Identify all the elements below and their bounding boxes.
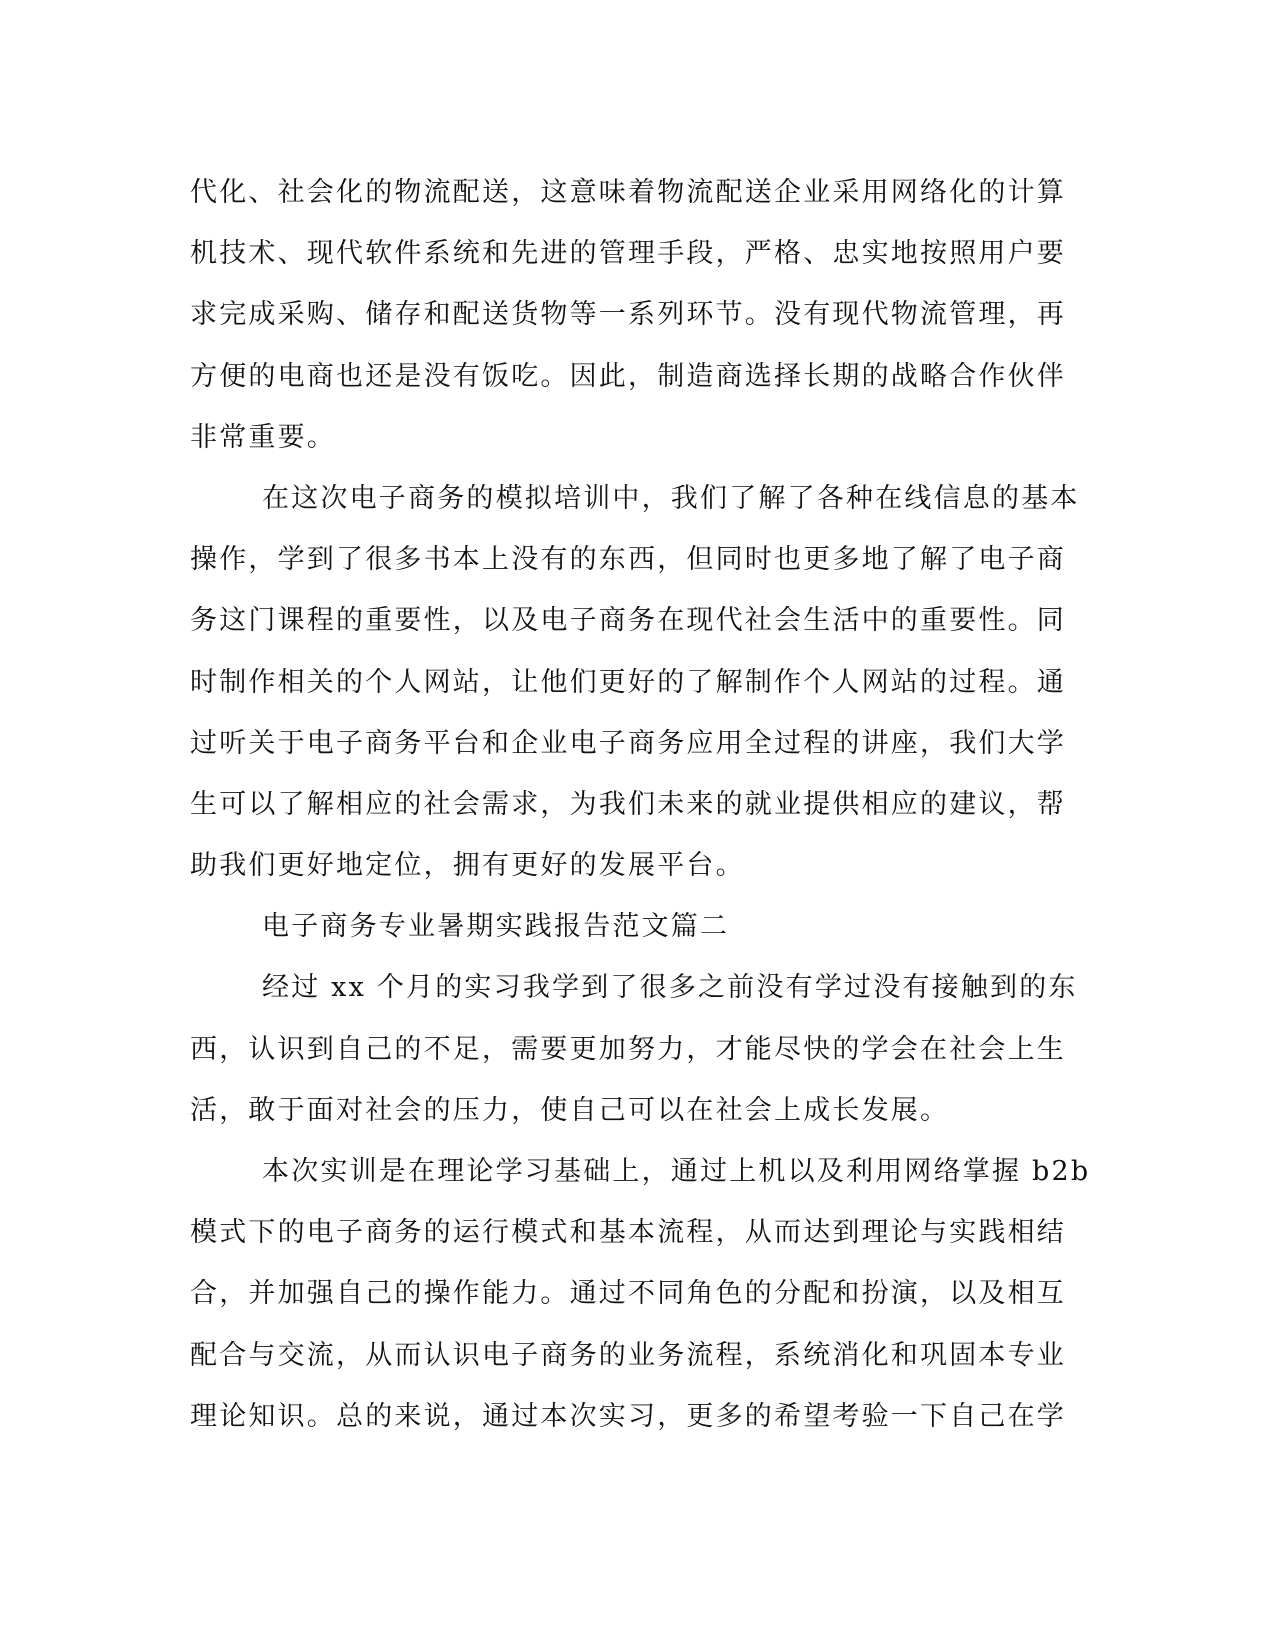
text-line: 代化、社会化的物流配送，这意味着物流配送企业采用网络化的计算 [190, 177, 1066, 208]
text-line: 时制作相关的个人网站，让他们更好的了解制作个人网站的过程。通 [190, 666, 1066, 698]
text-line: 活，敢于面对社会的压力，使自己可以在社会上成长发展。 [190, 1094, 950, 1126]
section-heading: 电子商务专业暑期实践报告范文篇二 [262, 911, 730, 943]
text-line: 求完成采购、储存和配送货物等一系列环节。没有现代物流管理，再 [190, 299, 1066, 331]
text-line: 合，并加强自己的操作能力。通过不同角色的分配和扮演，以及相互 [190, 1278, 1066, 1310]
text-line: 方便的电商也还是没有饭吃。因此，制造商选择长期的战略合作伙伴 [190, 360, 1066, 392]
text-line: 务这门课程的重要性，以及电子商务在现代社会生活中的重要性。同 [190, 605, 1066, 637]
text-line: 配合与交流，从而认识电子商务的业务流程，系统消化和巩固本专业 [190, 1339, 1066, 1371]
text-line: 操作，学到了很多书本上没有的东西，但同时也更多地了解了电子商 [190, 544, 1066, 576]
text-line: 生可以了解相应的社会需求，为我们未来的就业提供相应的建议，帮 [190, 788, 1066, 820]
paragraph-start-line: 在这次电子商务的模拟培训中，我们了解了各种在线信息的基本 [262, 482, 1080, 514]
text-line: 西，认识到自己的不足，需要更加努力，才能尽快的学会在社会上生 [190, 1033, 1066, 1065]
document-body [190, 162, 1091, 1447]
text-line: 机技术、现代软件系统和先进的管理手段，严格、忠实地按照用户要 [190, 238, 1066, 270]
text-line: 模式下的电子商务的运行模式和基本流程，从而达到理论与实践相结 [190, 1217, 1066, 1249]
text-line: 非常重要。 [190, 421, 336, 453]
paragraph-start-line: 经过 xx 个月的实习我学到了很多之前没有学过没有接触到的东 [262, 972, 1078, 1004]
text-line: 理论知识。总的来说，通过本次实习，更多的希望考验一下自己在学 [190, 1400, 1066, 1432]
paragraph-start-line: 本次实训是在理论学习基础上，通过上机以及利用网络掌握 b2b [262, 1156, 1091, 1187]
text-line: 过听关于电子商务平台和企业电子商务应用全过程的讲座，我们大学 [190, 727, 1066, 759]
text-line: 助我们更好地定位，拥有更好的发展平台。 [190, 850, 745, 882]
